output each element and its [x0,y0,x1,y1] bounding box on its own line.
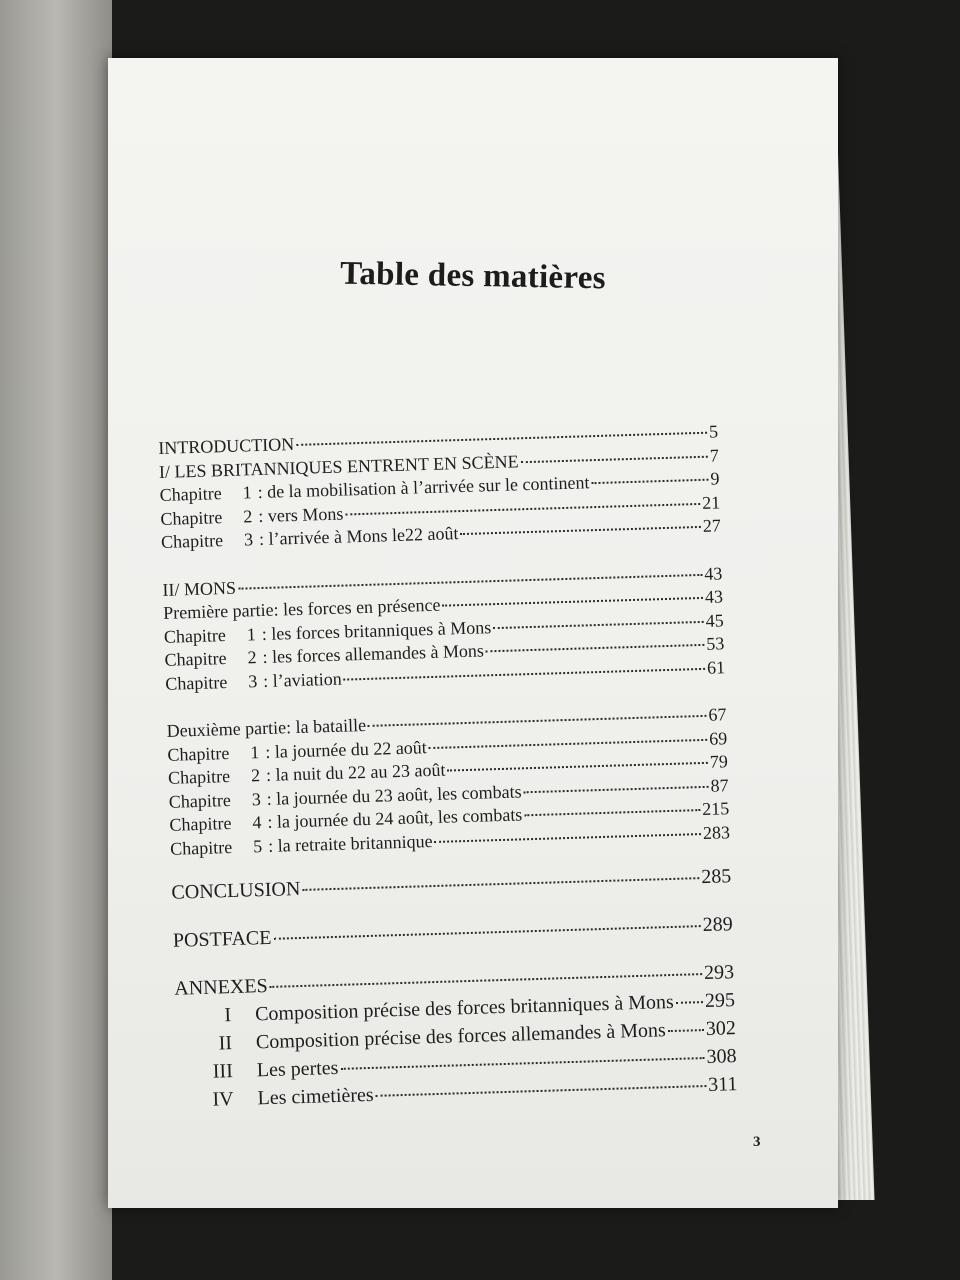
toc-entry-postface: POSTFACE 289 [172,913,734,952]
page-number: 3 [753,1134,761,1150]
toc-entry-part-2: II/ MONS 43 [162,562,723,600]
toc-entry-annexes: ANNEXES 293 [174,961,735,1000]
toc-entry-annex: II Composition précise des forces allemandes à Mons 302 [218,1017,737,1055]
toc-entry-introduction: INTRODUCTION 5 [158,421,719,458]
facing-page [0,0,112,1280]
book-page [108,58,838,1208]
toc-entry-chapter: Chapitre 2 : vers Mons 21 [160,491,721,529]
toc-entry-chapter: Chapitre 1 : la journée du 22 août 69 [167,727,728,765]
toc-entry-chapter: Chapitre 2 : les forces allemandes à Mons 53 [164,633,725,670]
toc-entry-chapter: Chapitre 4 : la journée du 24 août, les combats 215 [169,798,730,835]
table-of-contents [158,421,738,1117]
toc-entry-annex: I Composition précise des forces britanniques à Mons 295 [224,989,736,1027]
toc-entry-annex: III Les pertes 308 [212,1045,737,1083]
toc-entry-section: Deuxième partie: la bataille 67 [166,704,727,741]
toc-entry-chapter: Chapitre 2 : la nuit du 22 au 23 août 79 [167,751,729,788]
toc-entry-chapter: Chapitre 1 : de la mobilisation à l’arrivée sur le continent 9 [159,468,720,505]
toc-entry-chapter: Chapitre 3 : la journée du 23 août, les combats 87 [168,774,729,812]
toc-entry-chapter: Chapitre 1 : les forces britanniques à Mons 45 [163,609,724,647]
page-title: Table des matières [339,255,607,297]
toc-entry-chapter: Chapitre 3 : l’arrivée à Mons le22 août 27 [160,515,722,552]
toc-entry-annex: IV Les cimetières 311 [212,1073,738,1111]
toc-entry-part-1: I/ LES BRITANNIQUES ENTRENT EN SCÈNE 7 [158,444,720,482]
toc-entry-conclusion: CONCLUSION 285 [171,865,732,904]
toc-entry-chapter: Chapitre 3 : l’aviation 61 [164,656,726,694]
toc-entry-section: Première partie: les forces en présence 43 [162,586,724,623]
toc-entry-chapter: Chapitre 5 : la retraite britannique 283 [169,821,731,859]
